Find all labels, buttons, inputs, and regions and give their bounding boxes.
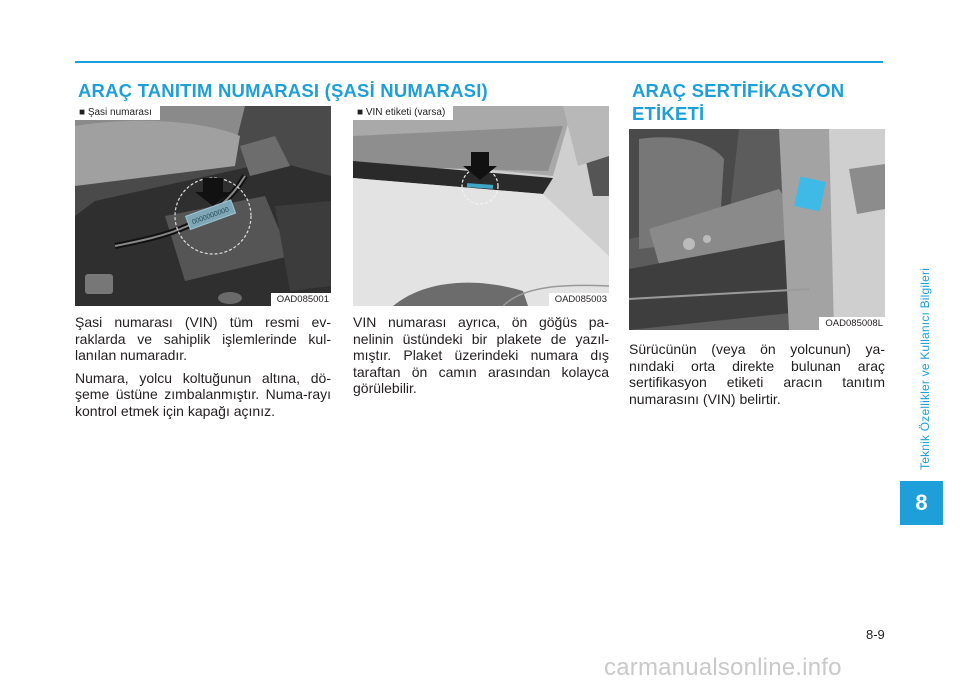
chapter-number-tab: 8	[900, 481, 943, 525]
certification-text	[629, 341, 885, 413]
svg-text:0000000000: 0000000000	[191, 206, 231, 227]
watermark: carmanualsonline.info	[604, 654, 842, 681]
figure2-code: OAD085003	[549, 293, 609, 306]
chapter-side-title: Teknik Özellikler ve Kullanıcı Bilgileri	[918, 267, 932, 470]
vin-column1-text	[75, 314, 331, 425]
vin-column2-text	[353, 314, 609, 403]
vin-heading: ARAÇ TANITIM NUMARASI (ŞASİ NUMARASI)	[78, 80, 488, 101]
figure2-caption: ■ VIN etiketi (varsa)	[353, 106, 453, 120]
top-rule	[75, 61, 883, 63]
chassis-number-photo	[75, 106, 331, 306]
vin-label-photo	[353, 106, 609, 306]
figure1-code: OAD085001	[271, 293, 331, 306]
figure3-code: OAD085008L	[819, 317, 885, 330]
certification-paragraph: Sürücünün (veya ön yolcunun) ya-nındaki orta direkte bulunan araç sertifikasyon etiketi aracın tanıtım numarasını (VIN) belirtir.	[629, 341, 885, 407]
vin-paragraph-2: Numara, yolcu koltuğunun altına, dö-şeme üstüne zımbalanmıştır. Numa-rayı kontrol etmek için kapağı açınız.	[75, 369, 331, 419]
vin-paragraph-3: VIN numarası ayrıca, ön göğüs pa-nelinin üstündeki bir plakete de yazıl-mıştır. Plaket üzerindeki numara dış taraftan ön camın arasından kolayca görülebilir.	[353, 314, 609, 396]
certification-label-photo	[629, 129, 885, 330]
page-number: 8-9	[866, 627, 885, 642]
vin-paragraph-1: Şasi numarası (VIN) tüm resmi ev-raklarda ve sahiplik işlemlerinde kul-lanılan numaradır.	[75, 314, 331, 363]
figure1-caption: ■ Şasi numarası	[75, 106, 160, 120]
certification-heading: ARAÇ SERTİFİKASYON ETİKETİ	[632, 80, 845, 124]
